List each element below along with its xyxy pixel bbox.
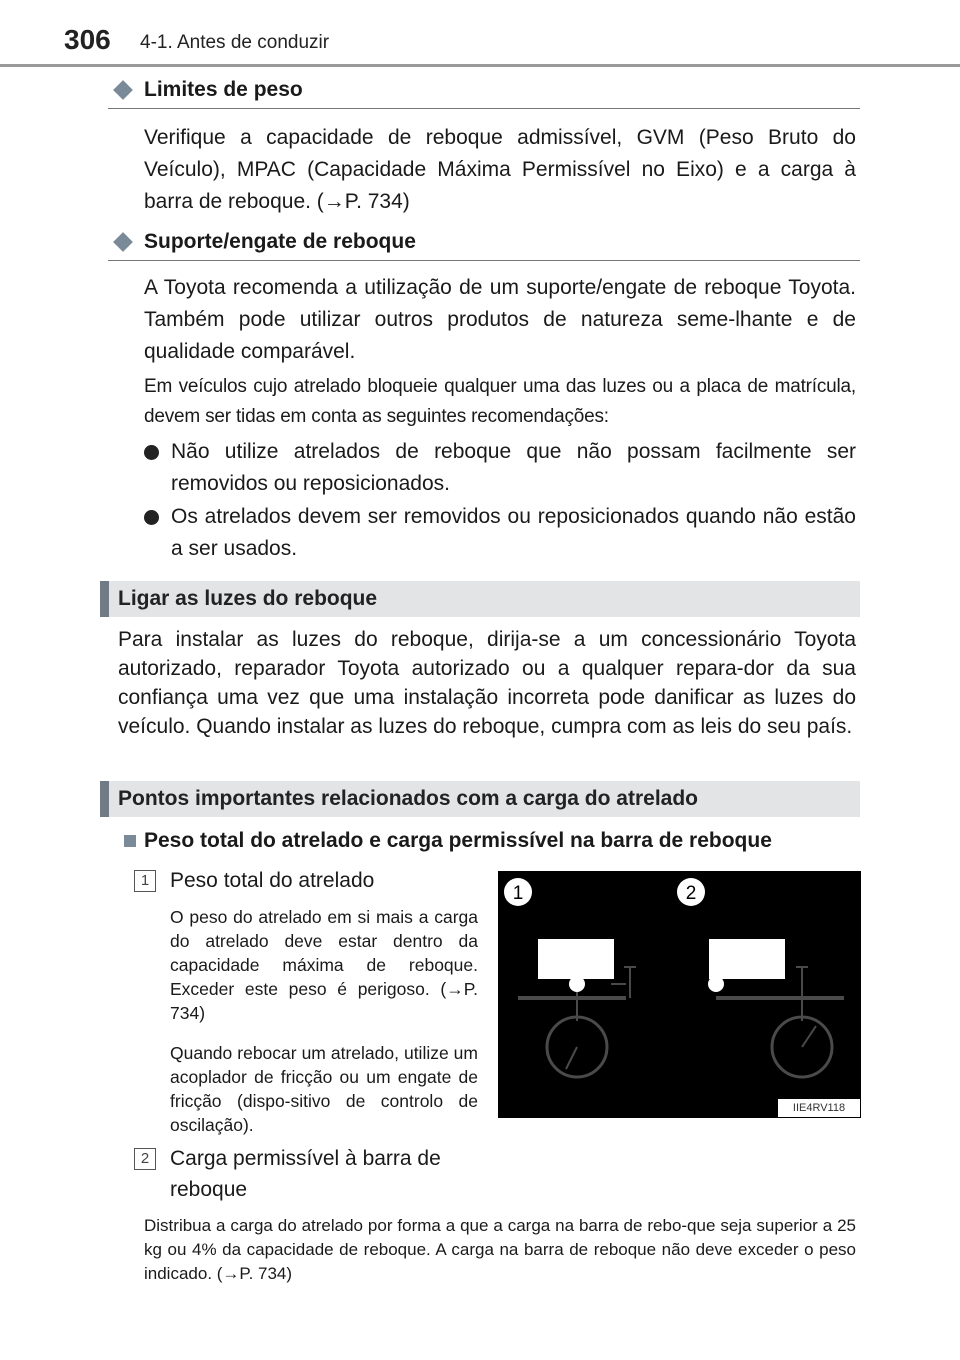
item-text: Quando rebocar um atrelado, utilize um acoplador de fricção ou um engate de fricção (dispo-sitivo de controlo de oscilação). <box>170 1043 478 1135</box>
chapter-title: 4-1. Antes de conduzir <box>140 32 330 53</box>
item-title: Carga permissível à barra de reboque <box>170 1147 441 1201</box>
trailer-load-figure <box>498 871 861 1118</box>
left-trailer-scale <box>518 939 636 1077</box>
square-bullet-icon <box>124 835 136 847</box>
heading-rule <box>108 108 860 109</box>
section-bar-title: Ligar as luzes do reboque <box>118 587 378 610</box>
callout-1-label: 1 <box>512 883 524 904</box>
section-heading-hitch <box>112 230 416 254</box>
item-title: Peso total do atrelado <box>170 869 375 892</box>
right-trailer-scale <box>708 939 844 1077</box>
callout-2-label: 2 <box>685 883 697 904</box>
callout-2 <box>677 878 705 906</box>
trailer-illustration <box>498 871 861 1118</box>
section-bar-title: Pontos importantes relacionados com a carga do atrelado <box>118 787 698 810</box>
section-heading-text: Limites de peso <box>144 78 303 101</box>
paragraph: A Toyota recomenda a utilização de um suporte/engate de reboque Toyota. Também pode utilizar outros produtos de natureza seme-lhante e de qualidade comparável. <box>144 276 856 363</box>
bullet-item <box>144 501 856 565</box>
diamond-icon <box>113 80 133 100</box>
callout-1 <box>504 878 532 906</box>
paragraph-note: Em veículos cujo atrelado bloqueie qualquer uma das luzes ou a placa de matrícula, devem ser tidas em conta as seguintes recomendações: <box>144 376 856 427</box>
paragraph: Verifique a capacidade de reboque admissível, GVM (Peso Bruto do Veículo), MPAC (Capacidade Máxima Permissível no Eixo) e a carga à barra de reboque. (→P. 734) <box>144 126 856 213</box>
figure-code: IIE4RV118 <box>778 1099 860 1117</box>
bullet-item <box>144 436 856 500</box>
header-rule <box>0 64 960 67</box>
item-text: O peso do atrelado em si mais a carga do atrelado deve estar dentro da capacidade máxima de reboque. Exceder este peso é perigoso. (→P. 734) <box>170 907 478 1023</box>
section-bar-trailer-lights <box>100 581 860 617</box>
section-heading-weight-limits <box>112 78 303 102</box>
diamond-icon <box>113 232 133 252</box>
paragraph: Para instalar as luzes do reboque, dirija-se a um concessionário Toyota autorizado, reparador Toyota autorizado ou a qualquer repara-dor da sua confiança uma vez que uma instalação incorreta pode danificar as luzes do veículo. Quando instalar as luzes do reboque, cumpra com as leis do seu país. <box>118 628 856 738</box>
item-number-2: 2 <box>134 1148 156 1170</box>
bullet-icon <box>144 445 159 460</box>
bullet-text: Não utilize atrelados de reboque que não possam facilmente ser removidos ou reposicionados. <box>171 440 856 495</box>
subsection-heading-text: Peso total do atrelado e carga permissível na barra de reboque <box>144 829 772 852</box>
section-bar-trailer-load <box>100 781 860 817</box>
section-heading-text: Suporte/engate de reboque <box>144 230 416 253</box>
bullet-text: Os atrelados devem ser removidos ou reposicionados quando não estão a ser usados. <box>171 505 856 560</box>
subsection-heading <box>124 829 772 853</box>
item-number-1: 1 <box>134 870 156 892</box>
bullet-icon <box>144 510 159 525</box>
item-text: Distribua a carga do atrelado por forma a que a carga na barra de rebo-que seja superior a 25 kg ou 4% da capacidade de reboque. A carga na barra de reboque não deve exceder o peso indicado. (→P. 734) <box>144 1216 856 1283</box>
page-number: 306 <box>64 24 111 55</box>
heading-rule <box>108 260 860 261</box>
